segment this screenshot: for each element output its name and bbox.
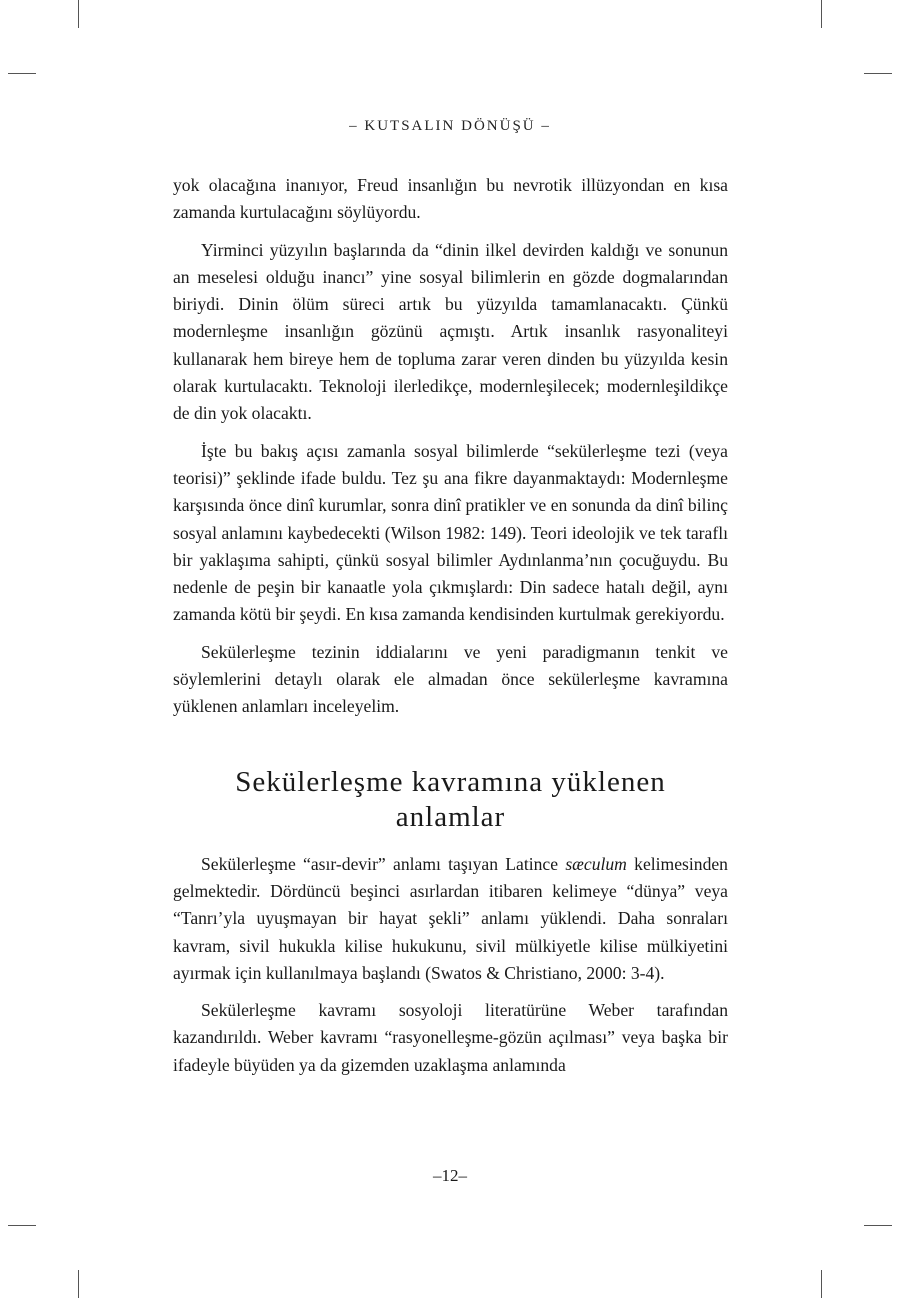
crop-mark-left-bottom: [8, 1225, 36, 1226]
crop-mark-top-right: [821, 0, 822, 28]
crop-mark-right-top: [864, 73, 892, 74]
crop-mark-right-bottom: [864, 1225, 892, 1226]
running-head: – KUTSALIN DÖNÜŞÜ –: [349, 118, 551, 134]
paragraph: İşte bu bakış açısı zamanla sosyal bilimlerde “sekülerleşme tezi (veya teorisi)” şeklinde ifade buldu. Tez şu ana fikre dayanmaktaydı: Modernleşme karşısında önce dinî kurumlar, sonra dinî pratikler ve en sonunda da dinî bilinç sosyal anlamını kaybedecekti (Wilson 1982: 149). Teori ideolojik ve tek taraflı bir yaklaşıma sahipti, çünkü sosyal bilimler Aydınlanma’nın çocuğuydu. Bu nedenle de peşin bir kanaatle yola çıkmışlardı: Din sadece hatalı değil, aynı zamanda kötü bir şeydi. En kısa zamanda kendisinden kurtulmak gerekiyordu.: [173, 440, 728, 625]
paragraph: yok olacağına inanıyor, Freud insanlığın bu nevrotik illüzyondan en kısa zamanda kurtulacağını söylüyordu.: [173, 175, 728, 223]
paragraph: [173, 851, 728, 987]
paragraph: Sekülerleşme kavramı sosyoloji literatürüne Weber tarafından kazandırıldı. Weber kavramı “rasyonelleşme-gözün açılması” veya başka bir ifadeyle büyüden ya da gizemden uzaklaşma anlamında: [173, 1000, 728, 1075]
paragraph: Yirminci yüzyılın başlarında da “dinin ilkel devirden kaldığı ve sonunun an meselesi olduğu inancı” yine sosyal bilimlerin en gözde dogmalarından biriydi. Dinin ölüm süreci artık bu yüzyılda tamamlanacaktı. Çünkü modernleşme insanlığın gözünü açmıştı. Artık insanlık rasyonaliteyi kullanarak hem bireye hem de topluma zarar veren dinden bu yüzyılda kesin olarak kurtulacaktı. Teknoloji ilerledikçe, modernleşilecek; modernleşildikçe de din yok olacaktı.: [173, 239, 728, 424]
crop-mark-left-top: [8, 73, 36, 74]
latin-term: sæculum: [565, 853, 627, 874]
crop-mark-bottom-left: [78, 1270, 79, 1298]
page-body: [173, 172, 728, 1089]
paragraph-text: kelimesinden gelmektedir. Dördüncü beşinci asırlardan itibaren kelimeye “dünya” veya “Tanrı’yla uyuşmayan bir hayat şekli” anlamı yüklendi. Daha sonraları kavram, sivil hukukla kilise hukukunu, sivil mülkiyetle kilise mülkiyetini ayırmak için kullanılmaya başlandı (Swatos & Christiano, 2000: 3-4).: [173, 853, 728, 983]
crop-mark-top-left: [78, 0, 79, 28]
paragraph-text: Sekülerleşme “asır-devir” anlamı taşıyan Latince: [201, 853, 566, 874]
paragraph: Sekülerleşme tezinin iddialarını ve yeni paradigmanın tenkit ve söylemlerini detaylı olarak ele almadan önce sekülerleşme kavramına yüklenen anlamları inceleyelim.: [173, 641, 728, 717]
page-number: –12–: [433, 1166, 467, 1185]
crop-mark-bottom-right: [821, 1270, 822, 1298]
section-heading: Sekülerleşme kavramına yüklenen anlamlar: [235, 765, 666, 833]
